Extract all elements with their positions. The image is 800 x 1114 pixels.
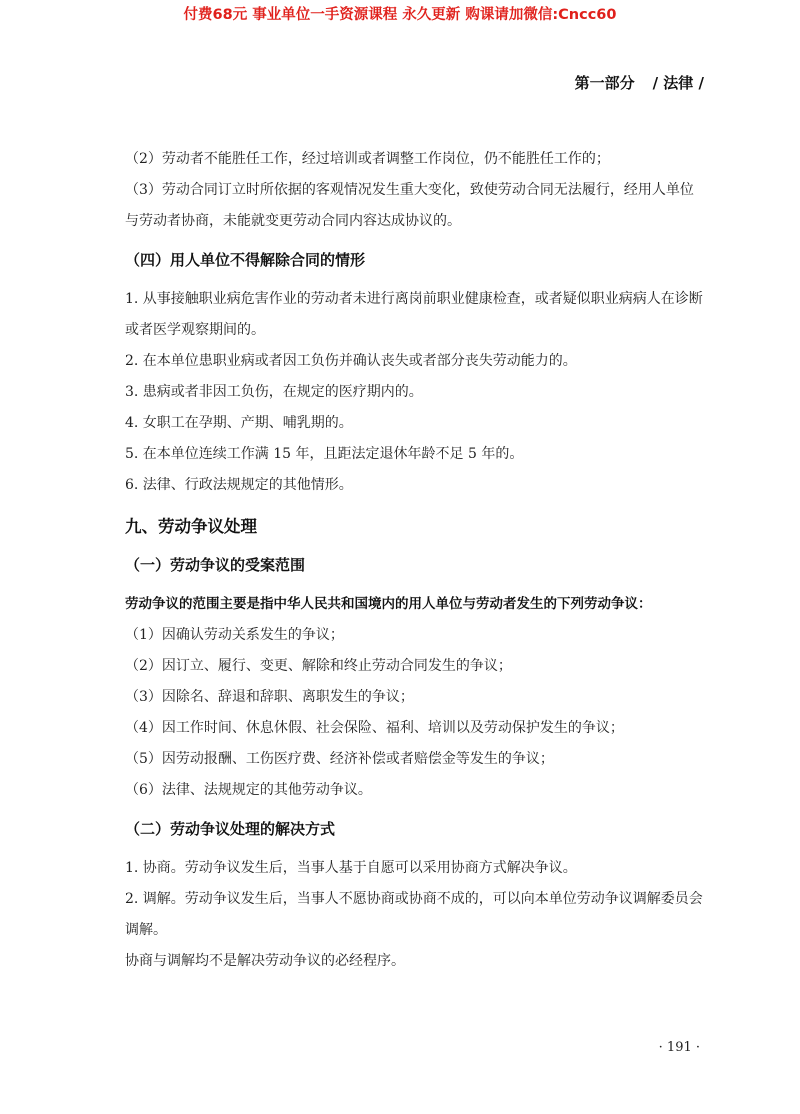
page-body	[125, 144, 705, 977]
watermark-banner: 付费68元 事业单位一手资源课程 永久更新 购课请加微信:Cncc60	[183, 7, 617, 23]
list-item: 1. 协商。劳动争议发生后，当事人基于自愿可以采用协商方式解决争议。	[125, 860, 577, 876]
list-item: 5. 在本单位连续工作满 15 年，且距法定退休年龄不足 5 年的。	[125, 446, 524, 462]
paragraph: （3）劳动合同订立时所依据的客观情况发生重大变化，致使劳动合同无法履行，经用人单位与劳动者协商，未能就变更劳动合同内容达成协议的。	[125, 182, 694, 229]
section-heading: （二）劳动争议处理的解决方式	[125, 820, 336, 838]
list-item: 2. 调解。劳动争议发生后，当事人不愿协商或协商不成的，可以向本单位劳动争议调解委员会调解。	[125, 891, 703, 938]
list-item: 4. 女职工在孕期、产期、哺乳期的。	[125, 415, 353, 431]
list-item: 2. 在本单位患职业病或者因工负伤并确认丧失或者部分丧失劳动能力的。	[125, 353, 577, 369]
lead-paragraph: 劳动争议的范围主要是指中华人民共和国境内的用人单位与劳动者发生的下列劳动争议：	[125, 596, 652, 612]
paragraph: （2）劳动者不能胜任工作，经过培训或者调整工作岗位，仍不能胜任工作的；	[125, 151, 610, 167]
list-item: （1）因确认劳动关系发生的争议；	[125, 627, 344, 643]
list-item: 1. 从事接触职业病危害作业的劳动者未进行离岗前职业健康检查，或者疑似职业病病人在诊断或者医学观察期间的。	[125, 291, 703, 338]
running-head	[575, 72, 704, 93]
running-head-section: / 法律 /	[652, 74, 704, 92]
chapter-heading: 九、劳动争议处理	[125, 517, 257, 536]
list-item: 3. 患病或者非因工负伤，在规定的医疗期内的。	[125, 384, 423, 400]
paragraph: 协商与调解均不是解决劳动争议的必经程序。	[125, 953, 405, 969]
section-heading: （一）劳动争议的受案范围	[125, 556, 306, 574]
list-item: （3）因除名、辞退和辞职、离职发生的争议；	[125, 689, 414, 705]
list-item: （6）法律、法规规定的其他劳动争议。	[125, 782, 372, 798]
section-heading: （四）用人单位不得解除合同的情形	[125, 251, 366, 269]
list-item: 6. 法律、行政法规规定的其他情形。	[125, 477, 353, 493]
list-item: （4）因工作时间、休息休假、社会保险、福利、培训以及劳动保护发生的争议；	[125, 720, 624, 736]
page-number: · 191 ·	[658, 1040, 700, 1055]
list-item: （5）因劳动报酬、工伤医疗费、经济补偿或者赔偿金等发生的争议；	[125, 751, 554, 767]
running-head-part: 第一部分	[574, 74, 635, 92]
list-item: （2）因订立、履行、变更、解除和终止劳动合同发生的争议；	[125, 658, 512, 674]
